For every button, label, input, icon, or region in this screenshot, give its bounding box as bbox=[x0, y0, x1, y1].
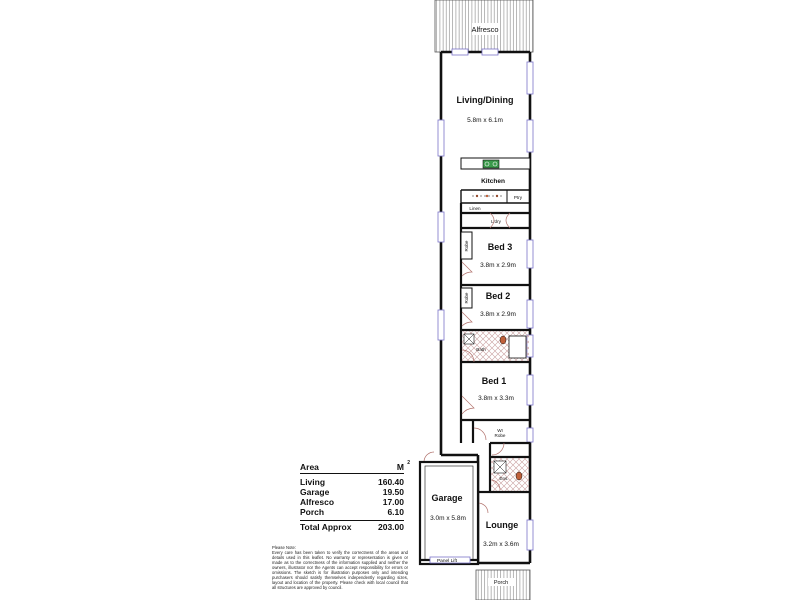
living-dining-size: 5.8m x 6.1m bbox=[467, 117, 503, 124]
area-total-label: Total Approx bbox=[300, 522, 352, 532]
bed3-label: Bed 3 bbox=[487, 242, 513, 252]
disclaimer bbox=[272, 545, 408, 590]
bed2-label: Bed 2 bbox=[485, 291, 511, 301]
area-row-value: 17.00 bbox=[382, 497, 404, 507]
area-heading: Area bbox=[300, 462, 319, 472]
porch-deck bbox=[476, 570, 530, 600]
area-row-label: Alfresco bbox=[300, 497, 335, 507]
bed2-size: 3.8m x 2.9m bbox=[480, 311, 516, 318]
lounge-label: Lounge bbox=[485, 520, 519, 530]
area-unit bbox=[396, 460, 410, 472]
area-total-value: 203.00 bbox=[378, 522, 404, 532]
garage-label: Garage bbox=[431, 493, 463, 503]
toilet-icon bbox=[500, 336, 506, 344]
area-unit-sup: 2 bbox=[407, 460, 410, 466]
area-row-label: Garage bbox=[300, 487, 330, 497]
wir-label-2: Robe bbox=[494, 433, 506, 438]
disclaimer-body: Every care has been taken to verify the correctness of the areas and details used in this leaflet. No warranty or representation is given or made as to the correctness of the information supplied and neither the owners, illustrator nor the Agents can accept responsibility for errors or omissions. The sketch is for illustration purposes only and intending purchasers should satisfy themselves independently regarding sizes, layout and location of the property. Please check with local council that all structures are approved by council. bbox=[272, 550, 408, 590]
linen-label: Linen bbox=[469, 206, 481, 211]
area-total-row bbox=[300, 520, 404, 532]
area-row-value: 6.10 bbox=[387, 507, 404, 517]
alfresco-label: Alfresco bbox=[471, 25, 499, 34]
ensuite-label: Ens. bbox=[499, 476, 509, 481]
area-schedule bbox=[300, 460, 410, 532]
area-row-value: 19.50 bbox=[382, 487, 404, 497]
garage bbox=[420, 462, 478, 564]
bed2-robe-label: Robe bbox=[464, 292, 469, 304]
ensuite-toilet-icon bbox=[516, 472, 522, 480]
bed1-label: Bed 1 bbox=[481, 376, 507, 386]
pantry-label: Ptry bbox=[513, 195, 523, 200]
bed1-size: 3.8m x 3.3m bbox=[478, 395, 514, 402]
area-row-label: Porch bbox=[300, 507, 325, 517]
area-row-garage bbox=[300, 487, 404, 497]
wir-label: WI bbox=[497, 428, 503, 433]
area-row-porch bbox=[300, 507, 404, 517]
area-unit-text: M bbox=[396, 462, 404, 472]
laundry-label: L'dry bbox=[491, 219, 501, 224]
area-row-alfresco bbox=[300, 497, 404, 507]
stove-icon bbox=[483, 160, 499, 168]
garage-size: 3.0m x 5.8m bbox=[430, 515, 466, 522]
disclaimer-title: Please Note: bbox=[272, 545, 296, 550]
panel-lift-label: Panel Lift bbox=[436, 559, 458, 564]
area-row-label: Living bbox=[300, 477, 326, 487]
kitchen-bench bbox=[461, 158, 530, 169]
porch-label: Porch bbox=[493, 580, 509, 586]
area-row-living bbox=[300, 477, 404, 487]
bed3-robe-label: Robe bbox=[464, 240, 469, 252]
bed3-size: 3.8m x 2.9m bbox=[480, 262, 516, 269]
area-header bbox=[300, 460, 410, 474]
bath-label: Bath bbox=[476, 347, 486, 352]
lounge-size: 3.2m x 3.6m bbox=[483, 541, 519, 548]
kitchen-label: Kitchen bbox=[481, 178, 505, 185]
area-row-value: 160.40 bbox=[378, 477, 404, 487]
alfresco-deck bbox=[435, 0, 533, 52]
living-dining-label: Living/Dining bbox=[456, 95, 514, 105]
